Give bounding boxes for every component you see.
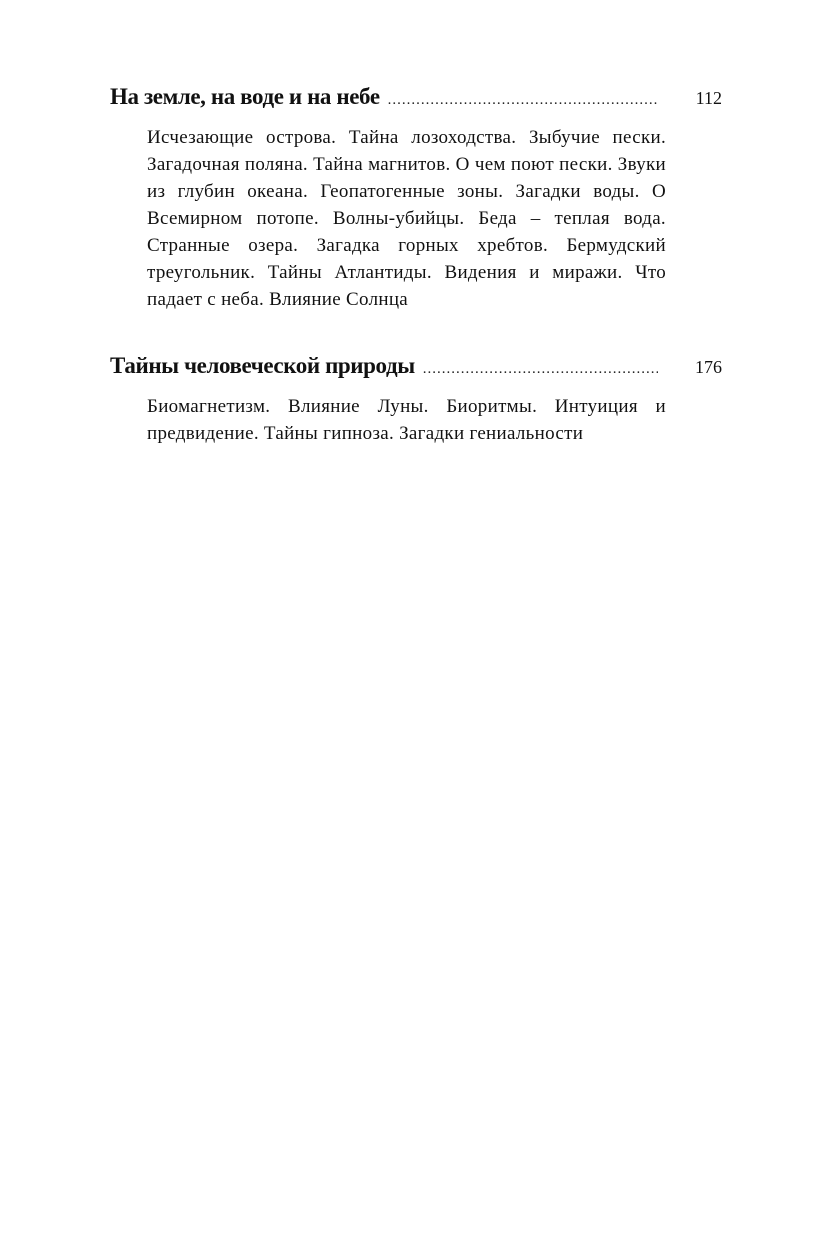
- chapter-title: На земле, на воде и на небе: [110, 84, 380, 109]
- toc-entry: [110, 84, 722, 313]
- chapter-description: Биомагнетизм. Влияние Луны. Биоритмы. Интуиция и предвидение. Тайны гипноза. Загадки гениальности: [147, 396, 666, 444]
- dot-leader: [423, 361, 658, 378]
- table-of-contents: [110, 84, 722, 487]
- dot-leader: [388, 92, 658, 109]
- toc-entry: [110, 353, 722, 447]
- page-number: 112: [695, 88, 722, 108]
- toc-entry-heading: [110, 84, 722, 110]
- chapter-title: Тайны человеческой природы: [110, 353, 415, 378]
- toc-entry-heading: [110, 353, 722, 379]
- chapter-description: Исчезающие острова. Тайна лозоходства. Зыбучие пески. Загадочная поляна. Тайна магнитов. О чем поют пески. Звуки из глубин океана. Геопатогенные зоны. Загадки воды. О Всемирном потопе. Волны-убийцы. Беда – теплая вода. Странные озера. Загадка горных хребтов. Бермудский треугольник. Тайны Атлантиды. Видения и миражи. Что падает с неба. Влияние Солнца: [147, 127, 666, 310]
- page-number: 176: [695, 357, 722, 377]
